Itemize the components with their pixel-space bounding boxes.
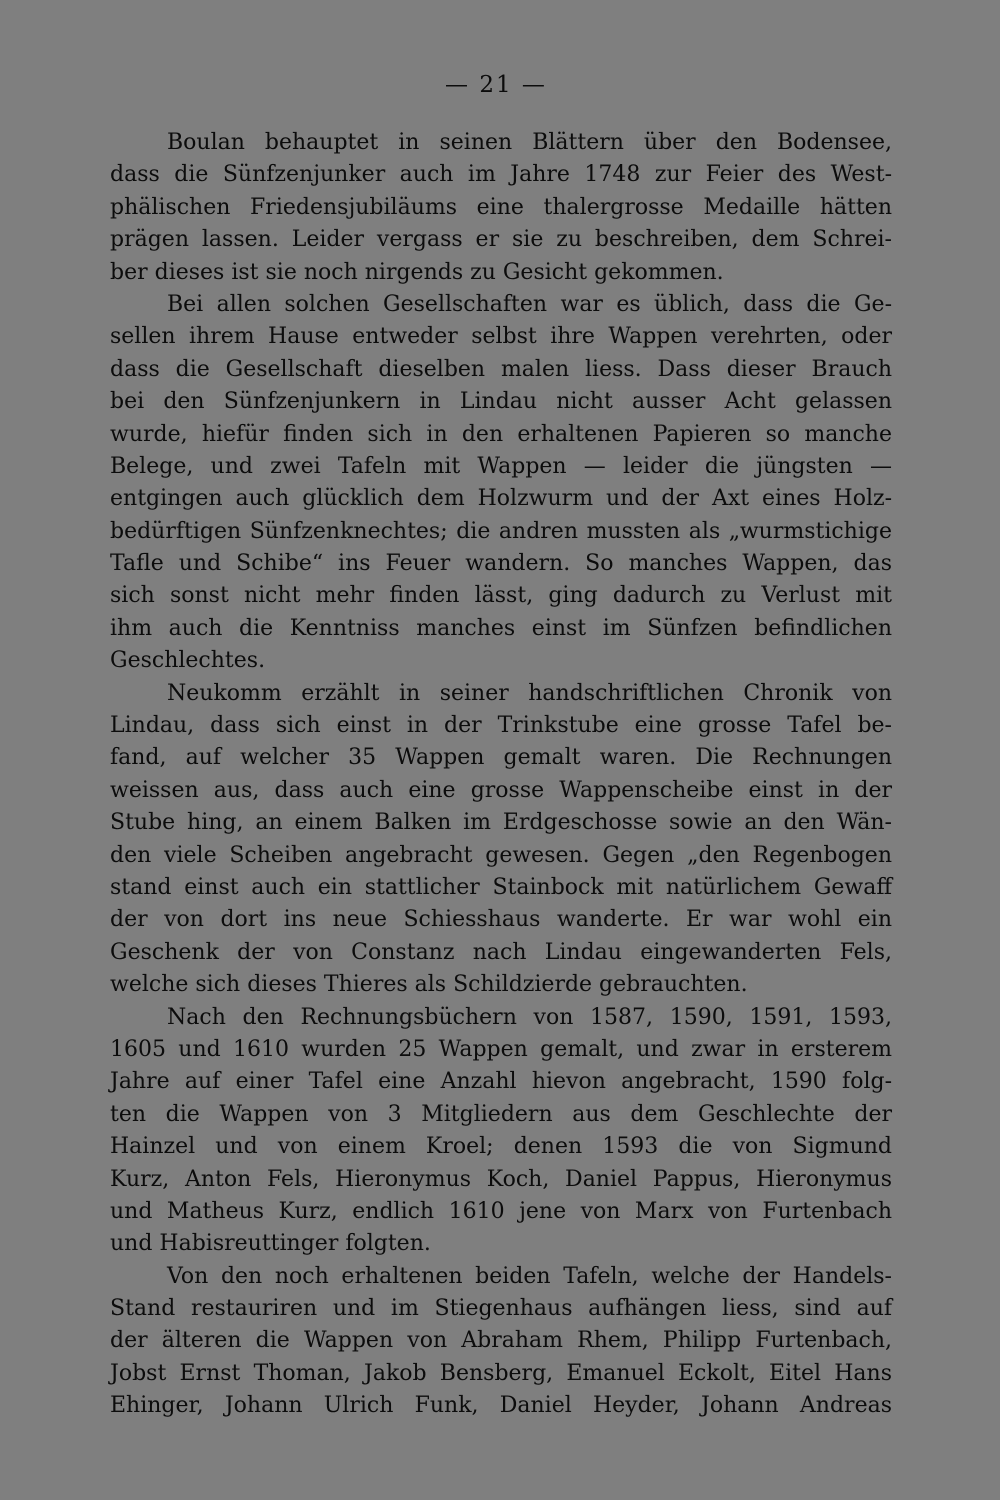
text-line: bei den Sünfzenjunkern in Lindau nicht ausser Acht gelassen <box>110 389 892 415</box>
paragraph <box>110 127 892 289</box>
text-line: Von den noch erhaltenen beiden Tafeln, welche der Handels- <box>167 1263 892 1289</box>
text-line: phälischen Friedensjubiläums eine thalergrosse Medaille hätten <box>110 194 892 220</box>
text-line: den viele Scheiben angebracht gewesen. Gegen „den Regenbogen <box>110 842 892 868</box>
text-line: Geschenk der von Constanz nach Lindau eingewanderten Fels, <box>110 939 892 965</box>
paragraph <box>110 289 892 678</box>
text-line: Jobst Ernst Thoman, Jakob Bensberg, Emanuel Eckolt, Eitel Hans <box>110 1360 892 1386</box>
text-line: und Matheus Kurz, endlich 1610 jene von Marx von Furtenbach <box>110 1198 892 1224</box>
text-line: welche sich dieses Thieres als Schildzierde gebrauchten. <box>110 972 748 998</box>
text-line: sellen ihrem Hause entweder selbst ihre Wappen verehrten, oder <box>110 324 892 350</box>
text-line: Kurz, Anton Fels, Hieronymus Koch, Daniel Pappus, Hieronymus <box>110 1166 892 1192</box>
text-line: und Habisreuttinger folgten. <box>110 1231 431 1257</box>
text-line: Hainzel und von einem Kroel; denen 1593 die von Sigmund <box>110 1134 892 1160</box>
text-line: wurde, hiefür finden sich in den erhaltenen Papieren so manche <box>110 421 892 447</box>
text-line: Bei allen solchen Gesellschaften war es üblich, dass die Ge- <box>167 291 892 317</box>
text-line: fand, auf welcher 35 Wappen gemalt waren. Die Rechnungen <box>110 745 892 771</box>
paragraph <box>110 678 892 1002</box>
page-number: — 21 — <box>445 72 547 98</box>
text-line: der älteren die Wappen von Abraham Rhem, Philipp Furtenbach, <box>110 1328 892 1354</box>
text-line: Stand restauriren und im Stiegenhaus aufhängen liess, sind auf <box>110 1296 892 1322</box>
text-line: sich sonst nicht mehr finden lässt, ging dadurch zu Verlust mit <box>110 583 892 609</box>
text-line: weissen aus, dass auch eine grosse Wappenscheibe einst in der <box>110 777 892 803</box>
text-line: Geschlechtes. <box>110 648 266 674</box>
text-line: bedürftigen Sünfzenknechtes; die andren mussten als „wurmstichige <box>110 518 892 544</box>
text-line: Ehinger, Johann Ulrich Funk, Daniel Heyder, Johann Andreas <box>110 1393 892 1419</box>
text-line: prägen lassen. Leider vergass er sie zu beschreiben, dem Schrei- <box>110 227 892 253</box>
text-line: Neukomm erzählt in seiner handschriftlichen Chronik von <box>167 680 892 706</box>
text-line: ber dieses ist sie noch nirgends zu Gesicht gekommen. <box>110 259 724 285</box>
text-line: dass die Sünfzenjunker auch im Jahre 1748 zur Feier des West- <box>110 162 892 188</box>
paragraph <box>110 1002 892 1261</box>
text-line: dass die Gesellschaft dieselben malen liess. Dass dieser Brauch <box>110 356 892 382</box>
text-line: der von dort ins neue Schiesshaus wanderte. Er war wohl ein <box>110 907 892 933</box>
text-line: 1605 und 1610 wurden 25 Wappen gemalt, und zwar in ersterem <box>110 1036 892 1062</box>
text-line: Stube hing, an einem Balken im Erdgeschosse sowie an den Wän- <box>110 810 892 836</box>
text-line: Lindau, dass sich einst in der Trinkstube eine grosse Tafel be- <box>110 713 892 739</box>
text-line: Jahre auf einer Tafel eine Anzahl hievon angebracht, 1590 folg- <box>110 1069 892 1095</box>
text-line: Boulan behauptet in seinen Blättern über den Bodensee, <box>167 130 892 155</box>
text-line: entgingen auch glücklich dem Holzwurm und der Axt eines Holz- <box>110 486 892 512</box>
body-text <box>110 127 892 1423</box>
text-line: ten die Wappen von 3 Mitgliedern aus dem Geschlechte der <box>110 1101 892 1127</box>
text-line: Tafle und Schibe“ ins Feuer wandern. So manches Wappen, das <box>110 551 892 577</box>
text-line: ihm auch die Kenntniss manches einst im Sünfzen befindlichen <box>110 615 892 641</box>
text-line: Nach den Rechnungsbüchern von 1587, 1590, 1591, 1593, <box>167 1004 892 1030</box>
text-line: stand einst auch ein stattlicher Stainbock mit natürlichem Gewaff <box>110 874 892 900</box>
text-line: Belege, und zwei Tafeln mit Wappen — leider die jüngsten — <box>110 453 892 479</box>
paragraph <box>110 1261 892 1423</box>
